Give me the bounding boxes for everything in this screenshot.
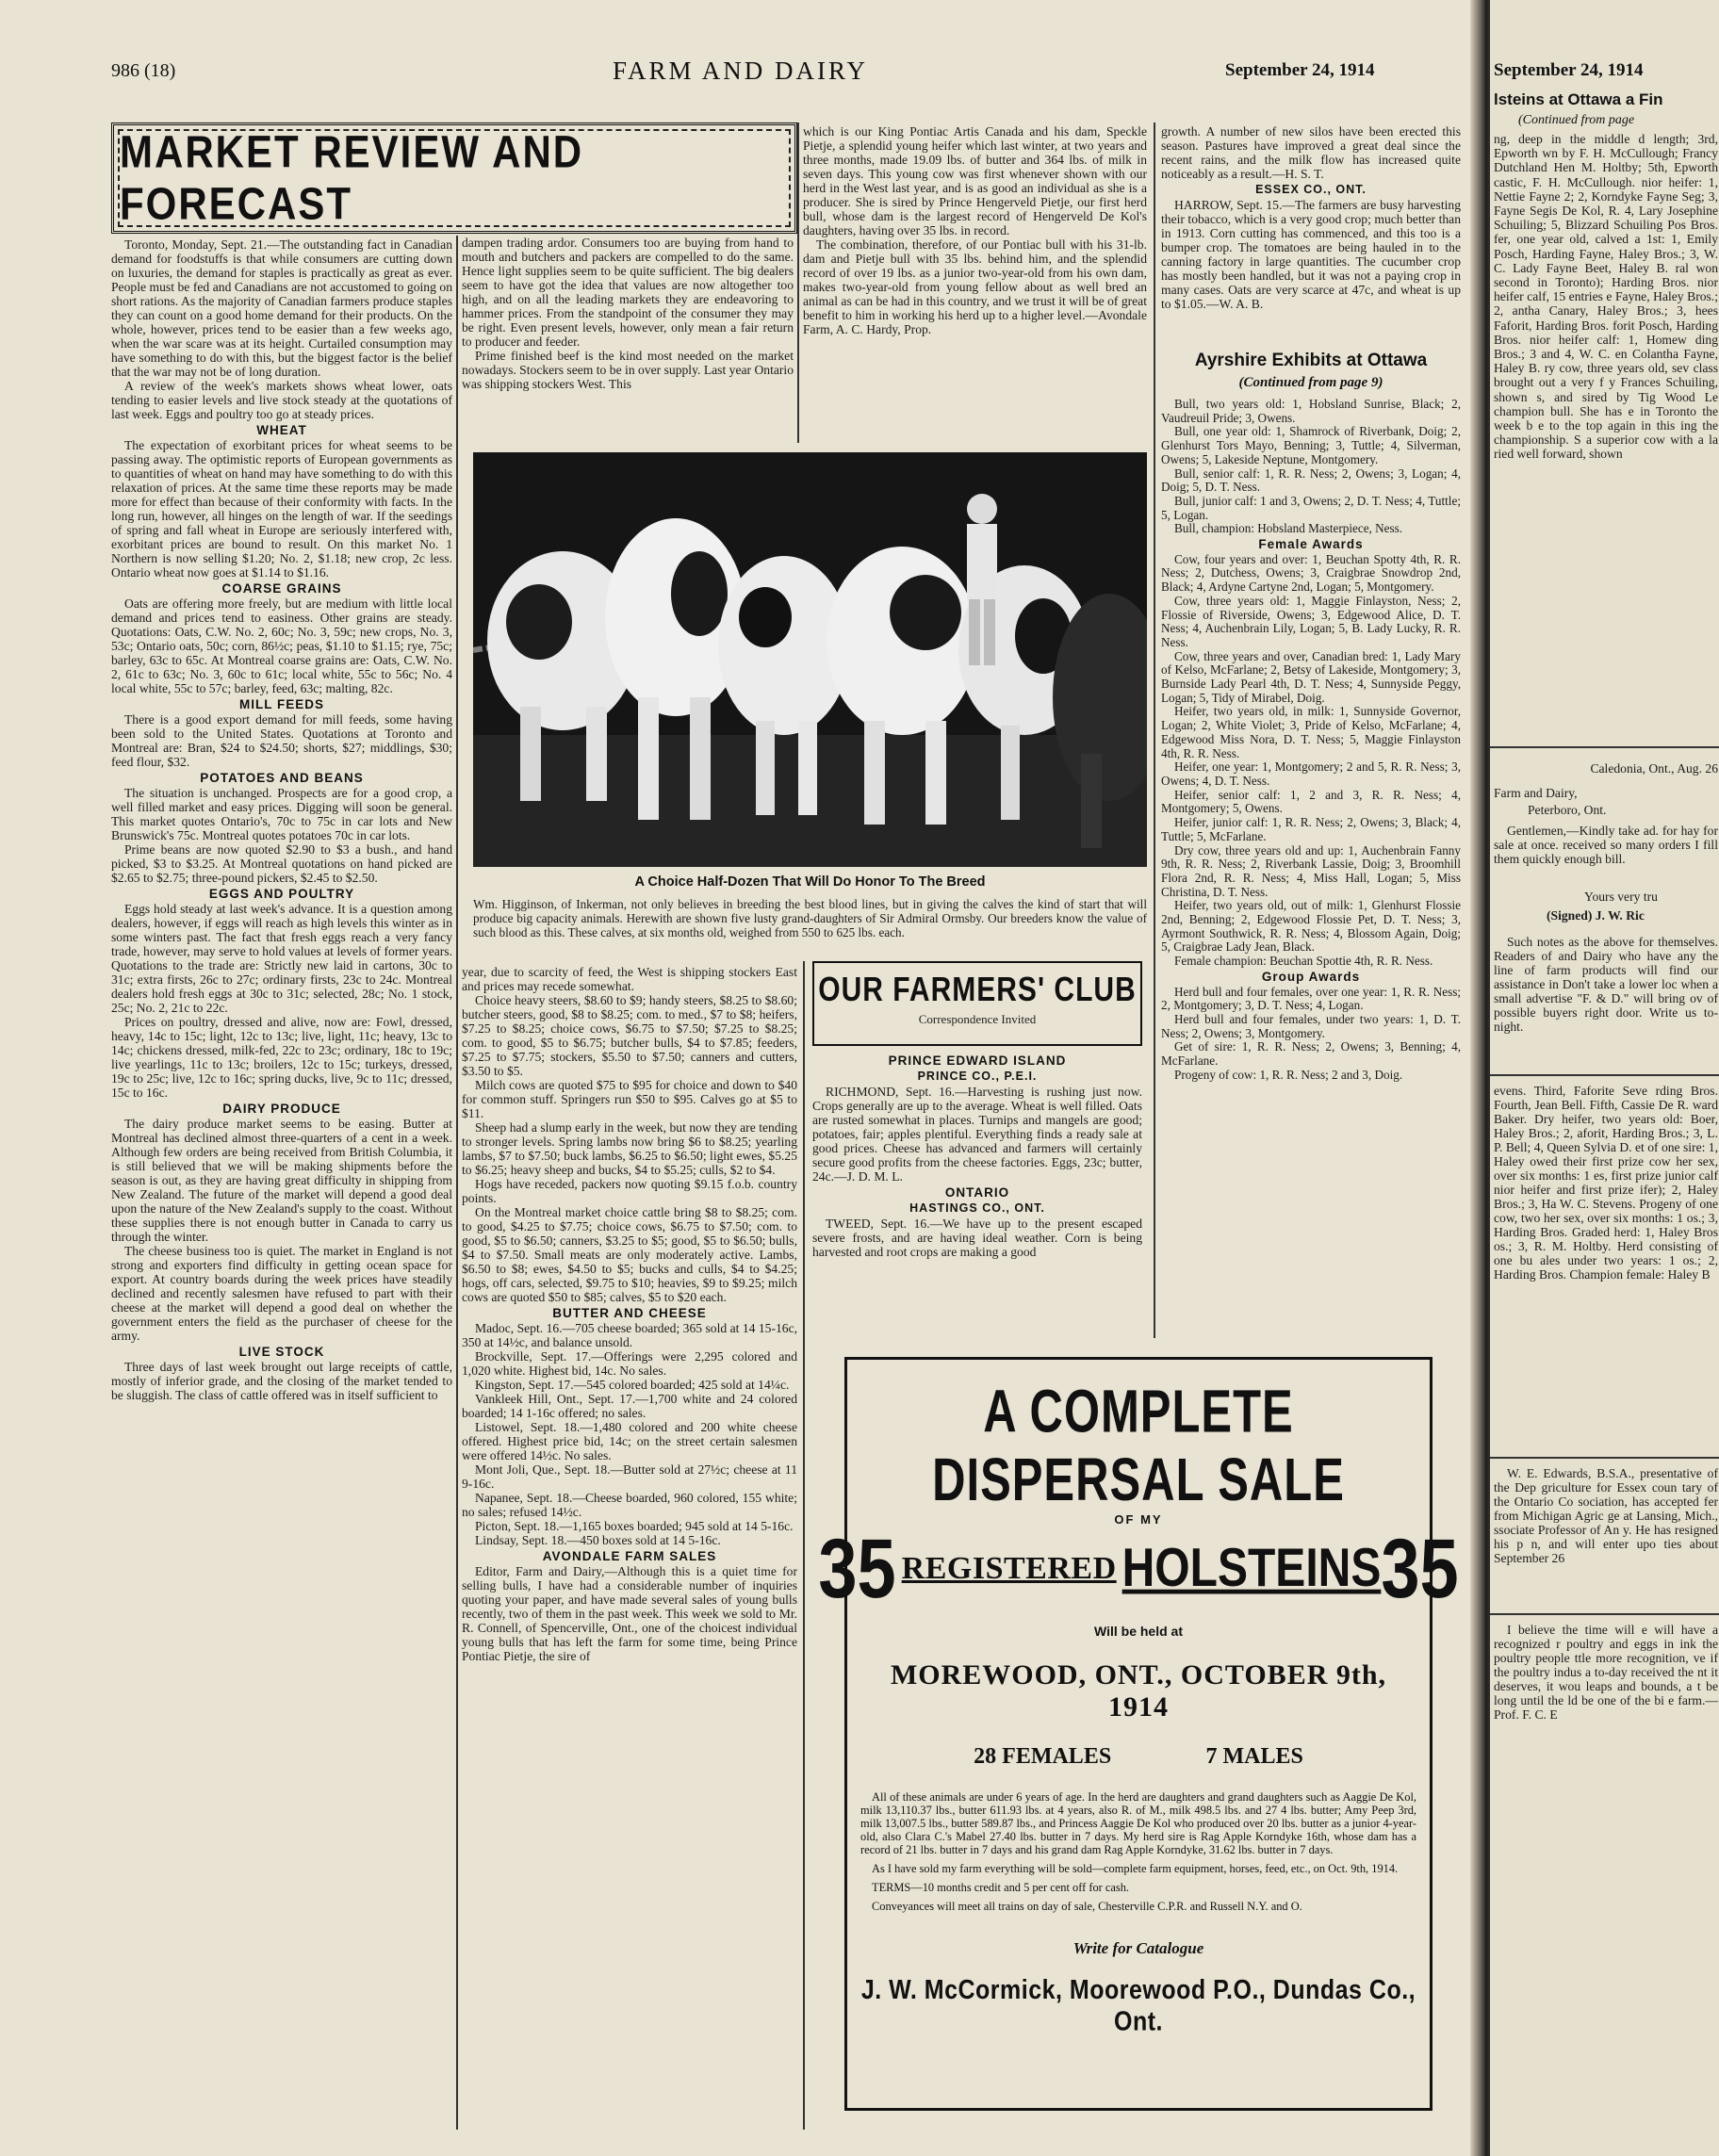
paragraph: Bull, junior calf: 1 and 3, Owens; 2, D. T. Ness; 4, Tuttle; 5, Logan. [1161,493,1461,522]
paragraph: Heifer, senior calf: 1, 2 and 3, R. R. Ness; 4, Montgomery; 5, Owens. [1161,787,1461,816]
paragraph: Dry cow, three years old and up: 1, Auchenbrain Fanny 9th, R. R. Ness; 2, Riverbank Lassie, Doig; 3, Broomhill Flora 2nd, R. R. Ness; 4, Miss Hall, Logan; 5, Miss Christina, D. T. Ness. [1161,842,1461,899]
ad-terms-text: TERMS—10 months credit and 5 per cent off for cash. [872,1881,1129,1894]
paragraph-continuation: dampen trading ardor. Consumers too are buying from hand to mouth and butchers and packers are compelled to do the same. Hence light supplies seem to be quite sufficient. The big dealers seem to have got the idea that values are now altogether too high, and on all the leading markets they are endeavoring to hammer prices. From the standpoint of the consumer they may be right. Even present levels, however, only mean a fair return to producer and feeder. [462,236,794,349]
section-heading: WHEAT [256,423,307,437]
paragraph: Cow, four years and over: 1, Beuchan Spotty 4th, R. R. Ness; 2, Dutchess, Owens; 3, Craigbrae Snowdrop 2nd, Black; 4, Ardyne Cartyne 2nd, Logan; 5, Montgomery. [1161,551,1461,595]
letter-recipient-town: Peterboro, Ont. [1528,803,1607,817]
paragraph: Vankleek Hill, Ont., Sept. 17.—1,700 white and 24 colored boarded; 14 1-16c offered; no sales. [462,1392,797,1420]
advertising-note: Such notes as the above for themselves. Readers of and Dairy who have any the line of farm products will find our assistance in Don't take a lower loc when a small advertise "F. & D." will bring ov of possible buyers right door. Write us to-night. [1494,935,1718,1034]
paragraph: Female champion: Beuchan Spottie 4th, R. R. Ness. [1174,954,1433,969]
page-number: 986 (18) [111,60,176,81]
section-heading: BUTTER AND CHEESE [552,1306,707,1320]
column-4-top [1161,124,1461,343]
right-page-date: September 24, 1914 [1494,60,1644,80]
paragraph: Brockville, Sept. 17.—Offerings were 2,295 colored and 1,020 white. Highest bid, 14c. No sales. [462,1349,797,1378]
market-column-2-bottom [462,965,797,2132]
ad-of-my: OF MY [1114,1512,1163,1527]
paragraph: Oats are offering more freely, but are medium with little local demand and prices tend to easiness. Other grains are steady. Quotations: Oats, C.W. No. 2, 60c; No. 3, 59c; new crops, No. 3, 53c; Ontario oats, 50c; corn, 86½c; peas, $1.10 to $1.15; rye, 75c; barley, 63c to 65c. At Montreal coarse grains are: Oats, C.W. No. 2, 61c to 63c; No. 3, 60c to 61c; local white, 55c to 56c; No. 4 local white, 55c to 57c; barley, feed, 63c; malting, 82c. [111,596,452,695]
ad-body [860,1790,1416,1913]
paragraph: Napanee, Sept. 18.—Cheese boarded, 960 colored, 155 white; no sales; refused 14½c. [462,1491,797,1519]
right-page-awards: evens. Third, Faforite Seve rding Bros. Fourth, Jean Bell. Fifth, Cassie De R. ward Baker. Dry heifer, two years old: Boer, Haley Bros.; 2, aforit, Harding Bros.; 3, L. P. Bell; 4, Queen Sylvia D. et of one sire: 1, Haley owed their first prize cow her sex, over six months: 1 es, first prize junior calf nior heifer and first prize ifer); 2, Haley Bros.; 3, Ha W. C. Stevens. Progeny of one cow, two her sex, over six months: 1 os.; 3, Harding Bros. Graded herd: 1, Haley Bros os.; 3, R. M. Holtby. Herd consisting of one bu ales under two years: 1 os.; 2, Harding Bros. Champion female: Haley B [1494,1084,1718,1282]
ayrshire-body [1161,398,1461,1340]
paragraph: Editor, Farm and Dairy,—Although this is a quiet time for selling bulls, I have had a considerable number of inquiries quoting your paper, and have made several sales of young bulls recently, two of them in the past week. This week we sold to Mr. R. Connell, of Spencerville, Ont., one of the choicest individual young bulls that has left the farm for some time, being Prince Pontiac Pietje, the sire of [462,1564,797,1663]
market-review-banner [111,122,797,234]
section-heading: POTATOES AND BEANS [200,771,364,785]
paragraph: Sheep had a slump early in the week, but now they are tending to stronger levels. Spring lambs now bring $6 to $8.25; yearling lambs, $7 to $7.50; buck lambs, $6.25 to $6.50; light ewes, $5.25 to $6.25; heavy sheep and bucks, $4 to $5.25; culls, $2 to $4. [462,1120,797,1177]
paragraph: Herd bull and four females, over one year: 1, R. R. Ness; 2, Montgomery; 3, D. T. Ness; 4, Logan. [1161,984,1461,1013]
paragraph: Progeny of cow: 1, R. R. Ness; 2 and 3, Doig. [1174,1067,1403,1082]
paragraph: HARROW, Sept. 15.—The farmers are busy harvesting their tobacco, which is a very good crop; much better than in 1913. Corn cutting has commenced, and this too is a bumper crop. The tomatoes are being hauled in to the canning factory in large quantities. The cucumber crop has mostly been handled, but it was not a paying crop in many cases. Oats are very scarce at 47c, and wheat is up to $1.05.—W. A. B. [1161,198,1461,311]
ad-held-at: Will be held at [1094,1624,1183,1639]
paragraph: Kingston, Sept. 17.—545 colored boarded; 425 sold at 14¼c. [475,1378,790,1392]
paragraph: Madoc, Sept. 16.—705 cheese boarded; 365 sold at 14 15-16c, 350 at 14½c, and balance unsold. [462,1321,797,1349]
adjacent-page [1487,0,1719,2156]
right-page-column-top: ng, deep in the middle d length; 3rd, Epworth wn by F. H. McCullough; Francy Dutchland Hen M. Holtby; 5th, Epworth castic, F. H. McCullough. nior heifer: 1, Nettie Fayne 2; 2, Korndyke Fayne Seg; 3, Fayne Segis De Kol, R. 4, Lary Josephine Schuiling; 5, Blizzard Schuiling Pos Bros. fer, one year old, calved a 1st: 1, Emily Posch, Harding Fayne, Haley Bros.; 3, W. C. Lady Fayne Beet, Haley B. ral won second in Toronto); Harding Bros. nior heifer calf, 15 entries e Fayne, Haley Bros.; 2, antha Canary, Haley Bros.; 3, hees Faforit, Harding Bros. forit Posch, Harding Bros. nior heifer calf: 1, Homew ding Bros.; 3 and 4, W. C. en Colantha Fayne, Haley B. ry cow, three years old, sev class brought out a very f y Frances Schuiling, shown s, and sired by Tig Wood Le champion bull. She has e in Toronto the week b e to the top again in this ing the championship. S a superior cow with a la ried well forward, shown [1494,132,1718,462]
market-review-title: MARKET REVIEW AND FORECAST [120,125,584,230]
farmers-club-title: OUR FARMERS' CLUB [818,971,1137,1009]
photo-description: Wm. Higginson, of Inkerman, not only believes in breeding the best blood lines, but in giving the calves the kind of start that will produce big capacity animals. Herewith are shown five lusty grand-daughters of Sir Admiral Ormsby. Our breeders know the value of such blood as this. These calves, at six months old, weighed from 550 to 625 lbs. each. [473,897,1147,939]
issue-date: September 24, 1914 [1225,60,1375,80]
ad-count-left: 35 [818,1521,896,1616]
section-heading: PRINCE EDWARD ISLAND [888,1054,1067,1068]
right-page-rule [1490,746,1719,748]
ad-females: 28 FEMALES [974,1744,1112,1769]
section-heading: LIVE STOCK [238,1345,325,1359]
paragraph: Listowel, Sept. 18.—1,480 colored and 200 white cheese offered. Highest price bid, 14c; on the street certain salesmen were offered 14½c. No sales. [462,1420,797,1462]
ad-count-right: 35 [1381,1521,1459,1616]
paragraph: Cow, three years old: 1, Maggie Finlayston, Ness; 2, Flossie of Riverside, Owens; 3, Edgewood Alice, D. T. Ness; 4, Auchenbrain Lily, Logan; 5, B. Lady Lucky, R. R. Ness. [1161,593,1461,649]
paragraph: Heifer, junior calf: 1, R. R. Ness; 2, Owens; 3, Black; 4, Tuttle; 5, McFarlane. [1161,815,1461,843]
paragraph: The combination, therefore, of our Pontiac bull with his 31-lb. dam and Pietje bull with 35 lbs. behind him, and the splendid record of over 19 lbs. as a junior two-year-old from his own dam, makes two-year-old from young fellow about as well bred an animal as can be had in this country, and we trust it will be of great benefit to him in working his herd up to a higher level.—Avondale Farm, A. C. Hardy, Prop. [803,237,1147,336]
ad-registered: REGISTERED [901,1550,1117,1586]
paragraph: Bull, one year old: 1, Shamrock of Riverbank, Doig; 2, Glenhurst Tors Mayo, Benning; 3, Tuttle; 4, Silverman, Owens; 5, Lakeside Neptune, Montgomery. [1161,424,1461,466]
subsection-heading: HASTINGS CO., ONT. [909,1201,1045,1215]
letter-body: Gentlemen,—Kindly take ad. for hay for sale at once. received so many orders I fill them quickly enough bill. [1494,824,1718,866]
edwards-news: W. E. Edwards, B.S.A., presentative of the Dep griculture for Essex coun tary of the Ontario Co sociation, has accepted fer from Michigan Agric ge at Lansing, Mich., ssociate Professor of An y. He has resigned his p n, and will enter upo ties about September 26 [1494,1466,1718,1565]
section-heading: DAIRY PRODUCE [222,1102,341,1116]
column-rule [456,236,458,2130]
paragraph: Hogs have receded, packers now quoting $9.15 f.o.b. country points. [462,1177,797,1205]
section-heading: MILL FEEDS [238,697,324,711]
paragraph: Choice heavy steers, $8.60 to $9; handy steers, $8.25 to $8.60; butcher steers, good, $8 to $8.25; com. to med., $7 to $8; heifers, $7.25 to $8.25; choice cows, $6.75 to $7.50; $7.25 to $8.25; com. to good, $5 to $6.75; butcher bulls, $4 to $7.85; feeders, $7.25 to $7.75; stockers, $5.50 to $7.50; canners and cutters, $3.50 to $5. [462,993,797,1078]
letter-recipient: Farm and Dairy, [1494,786,1578,800]
paragraph: Picton, Sept. 18.—1,165 boxes boarded; 945 sold at 14 5-16c. [475,1519,794,1533]
poultry-quote: I believe the time will e will have a recognized r poultry and eggs in ink the poultry people ttle more recognition, ve if the poultry indus a to-day received the nt it deserves, it wou leaps and bounds, a t be long until the ld be one of the bi e farm.—Prof. F. C. E [1494,1623,1718,1722]
ad-herd-composition [860,1744,1416,1770]
paragraph: Prime beans are now quoted $2.90 to $3 a bush., and hand picked, $3 to $3.25. At Montreal quotations on hand picked are $2.65 to $2.75; three-pound pickers, $2.45 to $2.50. [111,842,452,885]
dispersal-sale-advertisement [818,1357,1459,2111]
market-column-1 [111,237,452,2132]
paragraph: Prices on poultry, dressed and alive, now are: Fowl, dressed, heavy, 14c to 15c; light, 12c to 13c; live, light, 11c; heavy, 13c to 14c; chickens dressed, milk-fed, 22c to 23c; ordinary, 18c to 19c; live yearlings, 11c to 13c; broilers, 12c to 15c; turkeys, dressed, 19c to 25c; live, 12c to 16c; spring ducks, live, 9c to 11c; dressed, 15c to 16c. [111,1015,452,1100]
ad-farm-sold-text: As I have sold my farm everything will be sold—complete farm equipment, horses, feed, etc., on Oct. 9th, 1914. [872,1862,1399,1875]
ad-place-date: MOREWOOD, ONT., OCTOBER 9th, 1914 [890,1659,1387,1723]
paragraph: Get of sire: 1, R. R. Ness; 2, Owens; 3, Benning; 4, McFarlane. [1161,1039,1461,1069]
paragraph: The expectation of exorbitant prices for wheat seems to be passing away. The optimistic reports of European governments as to quantities of wheat on hand may have something to do with this relaxation of prices. At the same time these reports may be made more for effect than because of their conformity with facts. In the long run, however, all hinges on the length of war. If the seedings of spring and fall wheat in Europe are seriously interfered with, exorbitant prices are bound to result. On this market No. 1 Northern is now selling $1.20; No. 2, $1.18; new crop, 2c less. Ontario wheat now goes at $1.14 to $1.16. [111,438,452,580]
paragraph: TWEED, Sept. 16.—We have up to the present escaped severe frosts, and are having ideal weather. Corn is being harvested and root crops are making a good [812,1217,1142,1259]
paragraph: On the Montreal market choice cattle bring $8 to $8.25; com. to good, $4.25 to $7.75; choice cows, $6.75 to $7.50; com. to good, $5 to $6.50; canners, $3.25 to $5; good, $5 to $6.50; bulls, $4 to $7.50. Small meats are only moderately active. Lambs, $6.50 to $8; ewes, $4.50 to $5; bucks and culls, $4 to $4.25; hogs, off cars, selected, $9.75 to $10; heavies, $9 to $9.25; milch cows are quoted $50 to $85; calves, $5 to $20 each. [462,1205,797,1304]
paragraph: Toronto, Monday, Sept. 21.—The outstanding fact in Canadian demand for foodstuffs is that while consumers are cutting down on luxuries, the demand for staples is practically as great as ever. People must be fed and Canadians are not accustomed to going on short rations. As the majority of Canadian farmers produce staples they can count on a good home demand for their products. On the whole, however, prices tend to be easier than a few weeks ago, when the war scare was at its height. Curtailed consumption may have something to do with this, but the biggest factor is the belief that the war may not be of long duration. [111,237,452,379]
paragraph: Bull, two years old: 1, Hobsland Sunrise, Black; 2, Vaudreuil Pride; 3, Owens. [1161,398,1461,425]
section-heading: COARSE GRAINS [221,581,342,596]
paragraph: Herd bull and four females, under two years: 1, D. T. Ness; 2, Owens; 3, Montgomery. [1161,1011,1461,1040]
ad-headline: A COMPLETE DISPERSAL SALE [932,1379,1345,1514]
ad-holsteins: HOLSTEINS [1121,1538,1382,1599]
holstein-calves-photo [473,452,1147,867]
paragraph: A review of the week's markets shows wheat lower, oats tending to easier levels and live stock steady at the quotations of last week. Eggs and poultry too go at steady prices. [111,379,452,421]
right-page-rule [1490,1613,1719,1615]
market-column-3-top [803,124,1147,447]
ad-catalogue: Write for Catalogue [1072,1939,1204,1957]
column-rule [797,122,799,443]
section-heading: EGGS AND POULTRY [208,887,355,901]
subsection-heading: PRINCE CO., P.E.I. [917,1070,1038,1083]
paragraph: Lindsay, Sept. 18.—450 boxes sold at 14 5-16c. [475,1533,721,1547]
paragraph: Three days of last week brought out large receipts of cattle, mostly of inferior grade, and the closing of the market tended to be sluggish. The class of cattle offered was in itself sufficient to [111,1360,452,1402]
paragraph: Milch cows are quoted $75 to $95 for choice and down to $40 for common stuff. Springers run $50 to $95. Calves go at $5 to $11. [462,1078,797,1120]
paragraph: The dairy produce market seems to be easing. Butter at Montreal has declined almost three-quarters of a cent in a week. Although few orders are being received from British Columbia, it is still believed that we will be making shipments before the season is out, as they are having great difficulty in shipping from New Zealand. The future of the market will depend a good deal upon the nature of the New Zealand's supply to the coast. Without these supplies there is not enough butter in Canada to carry us through the winter. [111,1117,452,1244]
right-page-subtitle: (Continued from page [1518,113,1635,127]
letter-close: Yours very tru [1584,890,1658,904]
section-heading: ONTARIO [944,1185,1010,1200]
column-rule [1154,122,1155,1338]
ayrshire-subtitle: (Continued from page 9) [1238,375,1383,390]
ad-holsteins-row [818,1521,1459,1616]
ad-males: 7 MALES [1205,1744,1303,1769]
paragraph: There is a good export demand for mill feeds, some having been sold to the United States. Quotations at Toronto and Montreal are: Bran, $24 to $24.50; shorts, $27; middlings, $30; feed flour, $32. [111,712,452,769]
market-column-2-top [462,236,794,445]
paragraph: Bull, champion: Hobsland Masterpiece, Ness. [1174,521,1403,536]
ad-signature: J. W. McCormick, Moorewood P.O., Dundas Co., Ont. [860,1974,1416,2037]
paragraph-continuation: which is our King Pontiac Artis Canada and his dam, Speckle Pietje, a splendid young heifer which last winter, at two years and three months, made 19.09 lbs. of butter and 364 lbs. of milk in seven days. This young cow was first whenever shown with our herd in the West last year, and is as good an individual as she is a producer. She is sired by Prince Hengerveld Pietje, our first herd bull, whose dam is the largest record of Hengerveld De Kol's daughters, having over 35 lbs. in record. [803,124,1147,237]
paragraph-continuation: year, due to scarcity of feed, the West is shipping stockers East and prices may recede somewhat. [462,965,797,993]
paper-name: FARM AND DAIRY [613,57,869,85]
farmers-club-banner [812,961,1142,1046]
letter-signature: (Signed) J. W. Ric [1547,908,1645,923]
right-page-rule [1490,1074,1719,1076]
paragraph: Bull, senior calf: 1, R. R. Ness; 2, Owens; 3, Logan; 4, Doig; 5, D. T. Ness. [1161,466,1461,495]
paragraph: Mont Joli, Que., Sept. 18.—Butter sold at 27½c; cheese at 11 9-16c. [462,1462,797,1491]
paragraph: The cheese business too is quiet. The market in England is not strong and exporters find difficulty in getting ocean space for export. At country boards during the week prices have steadily declined and recently salesmen have refused to part with their cheese at the market will depend a good deal on whether the government enters the field as the purchaser of cheese for the army. [111,1244,452,1343]
right-page-rule [1490,1457,1719,1459]
section-heading: Group Awards [1261,969,1361,984]
paragraph: Heifer, two years old, in milk: 1, Sunnyside Governor, Logan; 2, White Violet; 3, Pride of Kelso, McFarlane; 4, Edgewood Miss Nora, D. T. Ness; 5, Maggie Finlayston 4th, R. R. Ness. [1161,704,1461,760]
paragraph: Heifer, one year: 1, Montgomery; 2 and 5, R. R. Ness; 3, Owens; 4, D. T. Ness. [1161,760,1461,788]
section-heading: AVONDALE FARM SALES [542,1549,717,1563]
paragraph: Cow, three years and over, Canadian bred: 1, Lady Mary of Kelso, McFarlane; 2, Betsy of Lakeside, Montgomery; 3, Burnside Lady Pearl 4th, D. T. Ness; 4, Sunnyside Peggy, Logan; 5, Tidy of Mirabel, Doig. [1161,648,1461,705]
farmers-club-body [812,1052,1142,1355]
ayrshire-title: Ayrshire Exhibits at Ottawa [1194,351,1428,370]
paragraph-continuation: growth. A number of new silos have been erected this season. Pastures have improved a great deal since the recent rains, and the milk flow has increased quite noticeably as a result.—H. S. T. [1161,124,1461,181]
letter-place-date: Caledonia, Ont., Aug. 26 [1590,761,1718,776]
paragraph: The situation is unchanged. Prospects are for a good crop, a well filled market and easy prices. Digging will soon be general. This market quotes Ontario's, 70c to 75c in car lots and New Brunswick's 75c. Montreal quotes potatoes 70c in car lots. [111,786,452,842]
paragraph: RICHMOND, Sept. 16.—Harvesting is rushing just now. Crops generally are up to the average. Wheat is well filled. Oats are rusted somewhat in places. Turnips and mangels are good; potatoes, fair; apples plentiful. Everything finds a ready sale at good prices. Cheese has advanced and farmers will certainly secure good profits from the cheese factories. Eggs, 23c; butter, 24c.—J. D. M. L. [812,1085,1142,1184]
subsection-heading: ESSEX CO., ONT. [1255,183,1367,196]
binding-gutter [1470,0,1487,2156]
right-page-title: lsteins at Ottawa a Fin [1494,90,1663,108]
ad-conveyance-text: Conveyances will meet all trains on day of sale, Chesterville C.P.R. and Russell N.Y. and O. [872,1900,1302,1913]
farmers-club-subtitle: Correspondence Invited [918,1012,1037,1026]
paragraph: Prime finished beef is the kind most needed on the market nowadays. Stockers seem to be in over supply. Last year Ontario was shipping stockers West. This [462,349,794,391]
paragraph: Heifer, two years old, out of milk: 1, Glenhurst Flossie 2nd, Benning; 2, Edgewood Flossie Pet, D. T. Ness; 3, Ayrmont Southwick, R. R. Ness; 4, Blossom Again, Doig; 5, Craigbrae Lady Jean, Black. [1161,898,1461,955]
ad-pedigree-text: All of these animals are under 6 years of age. In the herd are daughters and grand daughters such as Aaggie De Kol, milk 13,110.37 lbs., butter 611.93 lbs. at 4 years, also R. of M., milk 498.5 lbs. and 27 4 lbs. butter; Amy Peep 3rd, milk 13,007.5 lbs., butter 589.87 lbs., and Princess Aaggie De Kol who produced over 20 lbs. butter as a junior 4-year-old, also Clara C.'s Mabel 27.40 lbs. butter in 7 days. My herd sire is Rag Apple Korndyke 16th, whose dam has a record of 21 lbs. butter in 7 days and his grand dam Rag Apple Korndyke, 31.62 lbs. butter in 7 days. [860,1790,1416,1856]
paragraph: Eggs hold steady at last week's advance. It is a question among dealers, however, if eggs will reach as high levels this winter as in some winters past. The fact that fresh eggs reach a very fancy trade, however, may serve to hold values at levels of former years. Quotations to the trade are: Strictly new laid in cartons, 30c to 31c; extra firsts, 26c to 27c; ordinary firsts, 23c to 24c. Montreal dealers hold fresh eggs at 30c to 31c; selected, 28c; No. 1 stock, 25c; No. 2, 21c to 22c. [111,902,452,1015]
column-rule [803,961,805,2130]
photo-caption: A Choice Half-Dozen That Will Do Honor To The Breed [634,874,986,890]
section-heading: Female Awards [1258,537,1364,552]
